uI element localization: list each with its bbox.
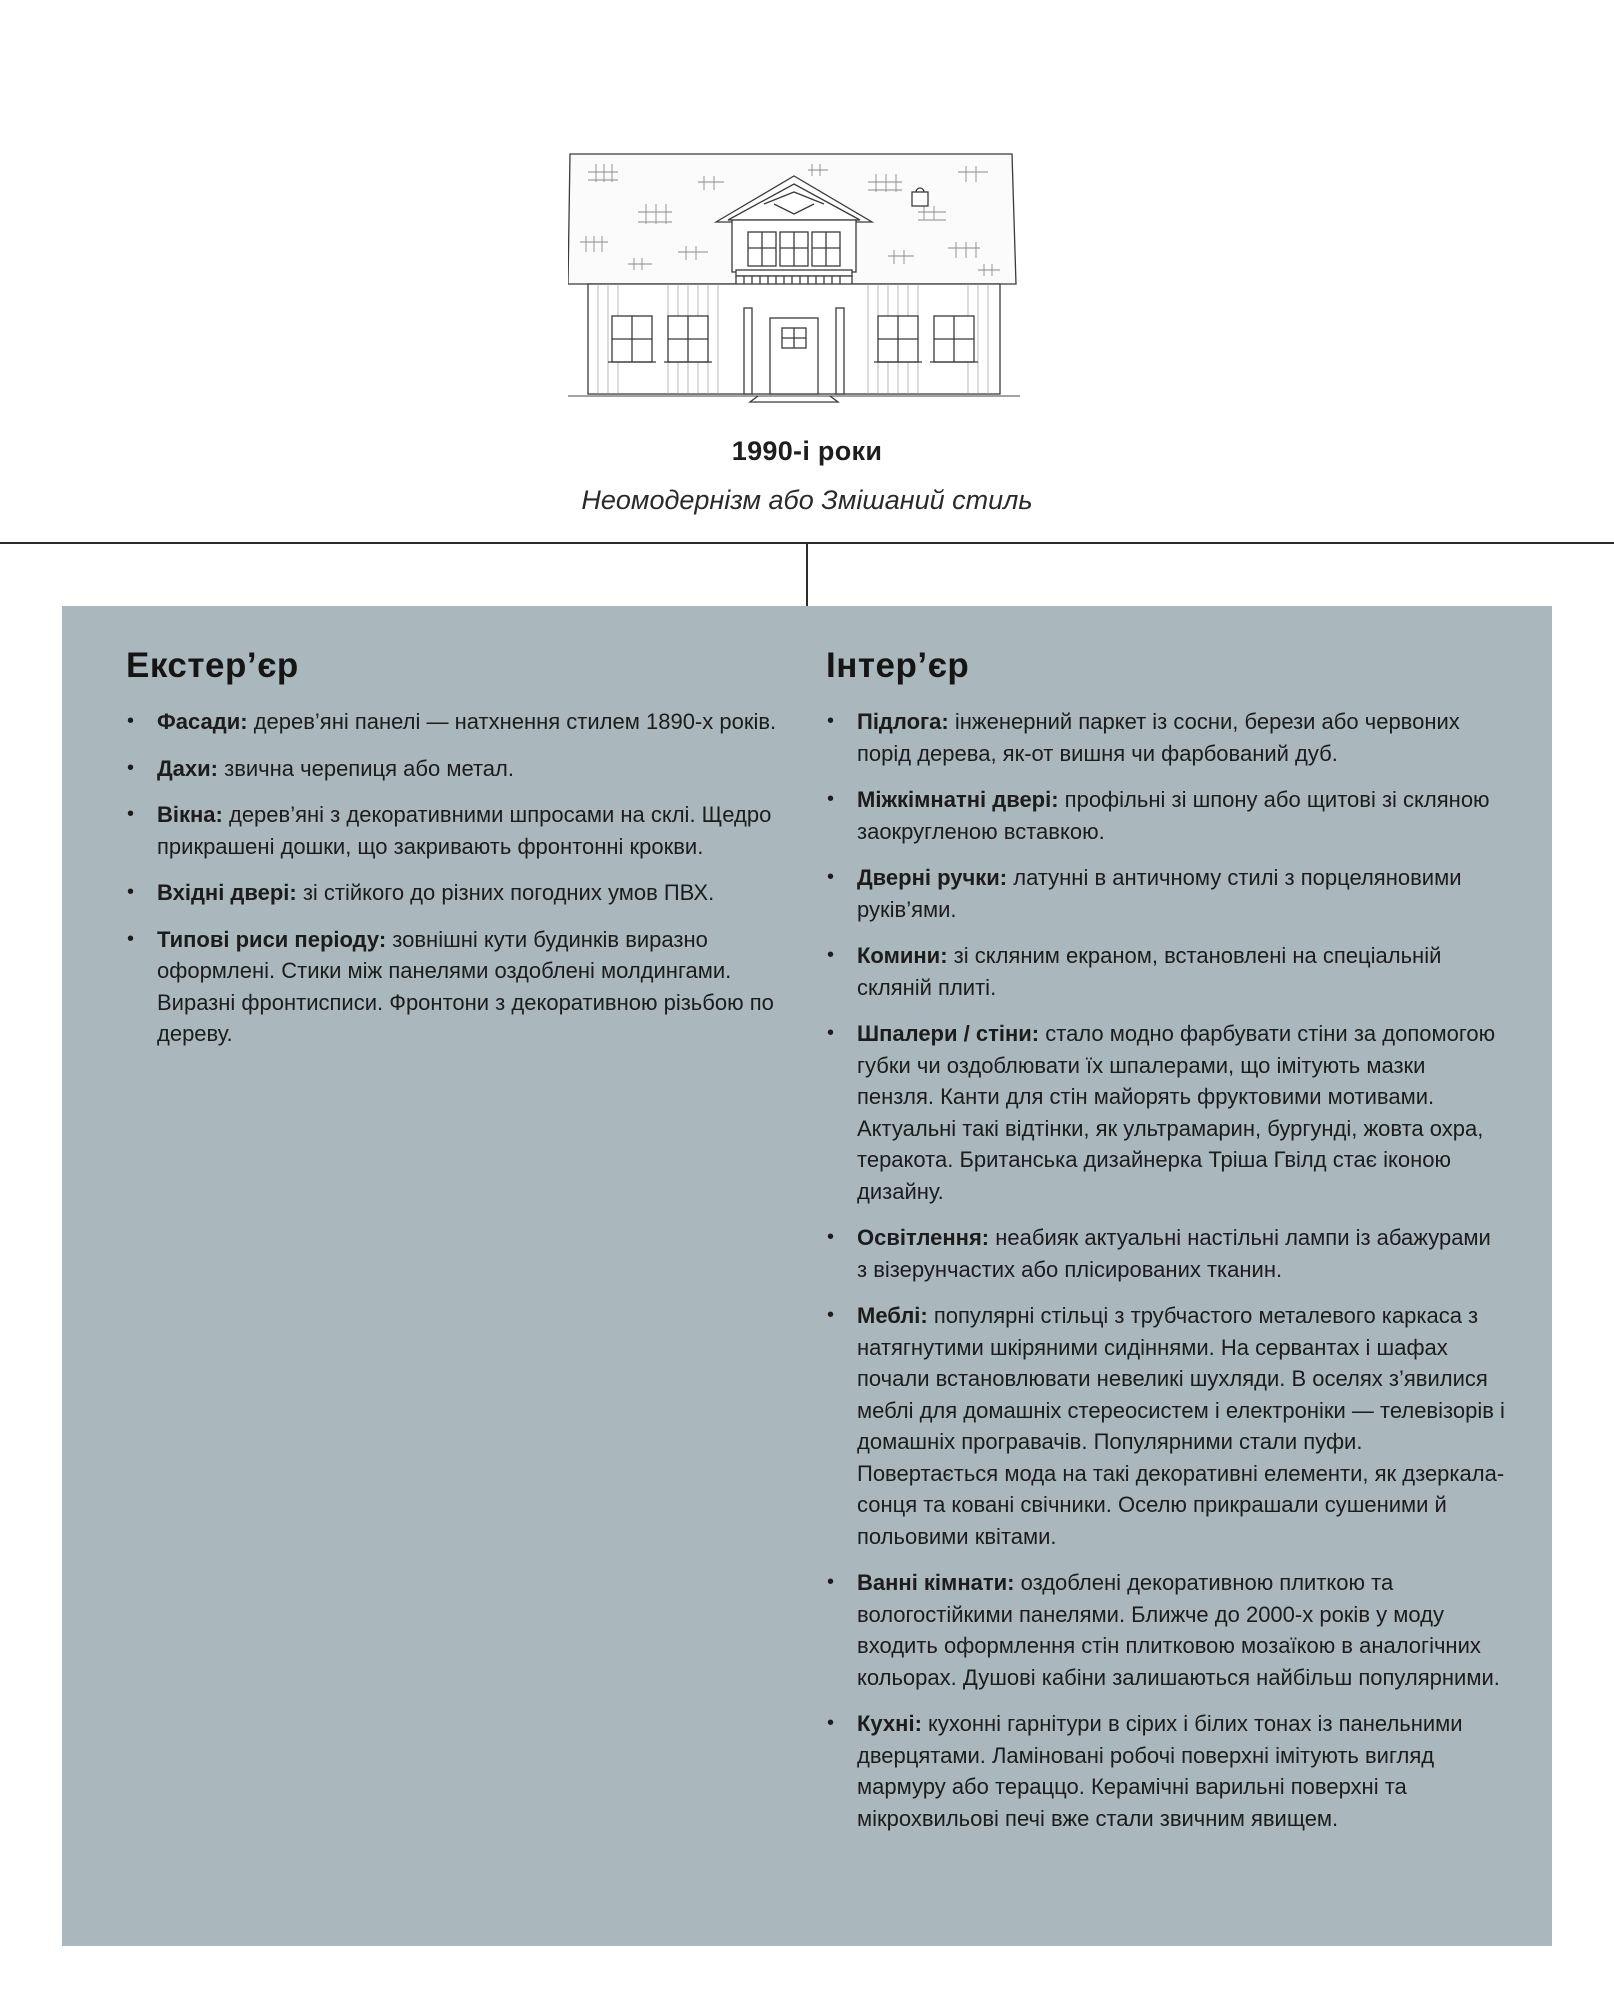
exterior-list [126, 706, 806, 1050]
item-text: інженерний паркет із сосни, берези або червоних порід дерева, як-от вишня чи фарбований дуб. [857, 709, 1460, 766]
item-text: оздоблені декоративною плиткою та вологостійкими панелями. Ближче до 2000-х років у моду входить оформлення стін плитковою мозаїкою в аналогічних кольорах. Душові кабіни залишаються найбільш популярними. [857, 1570, 1500, 1690]
item-term: Фасади: [157, 709, 248, 734]
list-item [826, 1300, 1506, 1552]
item-text: дерев’яні панелі — натхнення стилем 1890-х років. [247, 709, 777, 734]
house-sketch-icon [568, 152, 1020, 404]
item-term: Комини: [857, 943, 948, 968]
item-text: зовнішні кути будинків виразно оформлені. Стики між панелями оздоблені молдингами. Виразні фронтисписи. Фронтони з декоративною різьбою по дереву. [157, 926, 774, 1046]
item-text: неабияк актуальні настільні лампи із абажурами з візерунчастих або плісированих тканин. [857, 1225, 1491, 1282]
interior-list [826, 706, 1506, 1834]
exterior-heading: Екстер’єр [126, 646, 299, 685]
list-item [826, 1018, 1506, 1207]
item-text: стало модно фарбувати стіни за допомогою губки чи оздоблювати їх шпалерами, що імітують мазки пензля. Канти для стін майорять фруктовими мотивами. Актуальні такі відтінки, як ультрамарин, бургунді, жовта охра, теракота. Британська дизайнерка Тріша Гвілд стає іконою дизайну. [857, 1021, 1496, 1204]
list-item [826, 1708, 1506, 1834]
item-text: латунні в античному стилі з порцеляновими руків’ями. [857, 865, 1462, 922]
item-term: Шпалери / стіни: [857, 1021, 1040, 1046]
exterior-column [126, 646, 806, 1065]
item-term: Типові риси періоду: [157, 926, 387, 952]
item-term: Міжкімнатні двері: [857, 787, 1059, 812]
list-item [826, 1567, 1506, 1693]
list-item [826, 706, 1506, 769]
item-term: Вікна: [157, 802, 223, 827]
list-item [126, 877, 806, 909]
item-term: Кухні: [857, 1711, 922, 1736]
item-term: Дверні ручки: [857, 865, 1008, 890]
item-text: профільні зі шпону або щитові зі скляною заокругленою вставкою. [857, 787, 1490, 844]
list-item [126, 753, 806, 785]
item-text: звична черепиця або метал. [218, 755, 514, 781]
interior-column [826, 646, 1506, 1849]
item-term: Дахи: [157, 755, 218, 781]
list-item [826, 862, 1506, 925]
item-term: Освітлення: [857, 1225, 990, 1250]
item-term: Ванні кімнати: [857, 1570, 1015, 1595]
list-item [126, 799, 806, 862]
item-term: Меблі: [857, 1303, 928, 1328]
item-term: Підлога: [857, 709, 949, 734]
item-text: кухонні гарнітури в сірих і білих тонах із панельними дверцятами. Ламіновані робочі поверхні імітують вигляд мармуру або тераццо. Керамічні варильні поверхні та мікрохвильові печі вже стали звичним явищем. [857, 1711, 1463, 1831]
list-item [826, 784, 1506, 847]
item-text: популярні стільці з трубчастого металевого каркаса з натягнутими шкіряними сидіннями. На сервантах і шафах почали встановлювати невеликі шухляди. В оселях з’явилися меблі для домашніх стереосистем і електроніки — телевізорів і домашніх програвачів. Популярними стали пуфи. Повертається мода на такі декоративні елементи, як дзеркала-сонця та ковані свічники. Оселю прикрашали сушеними й польовими квітами. [857, 1303, 1505, 1549]
item-text: зі стійкого до різних погодних умов ПВХ. [296, 880, 715, 905]
vertical-connector [806, 542, 808, 606]
era-title: 1990-і роки [731, 436, 883, 466]
item-text: дерев’яні з декоративними шпросами на склі. Щедро прикрашені дошки, що закривають фронтонні крокви. [157, 802, 772, 859]
style-subtitle: Неомодернізм або Змішаний стиль [581, 485, 1033, 515]
list-item [126, 924, 806, 1050]
interior-heading: Інтер’єр [826, 646, 970, 685]
details-panel [62, 606, 1552, 1946]
list-item [826, 940, 1506, 1003]
item-text: зі скляним екраном, встановлені на спеціальній скляній плиті. [857, 943, 1442, 1000]
list-item [826, 1222, 1506, 1285]
item-term: Вхідні двері: [157, 880, 297, 905]
list-item [126, 706, 806, 738]
